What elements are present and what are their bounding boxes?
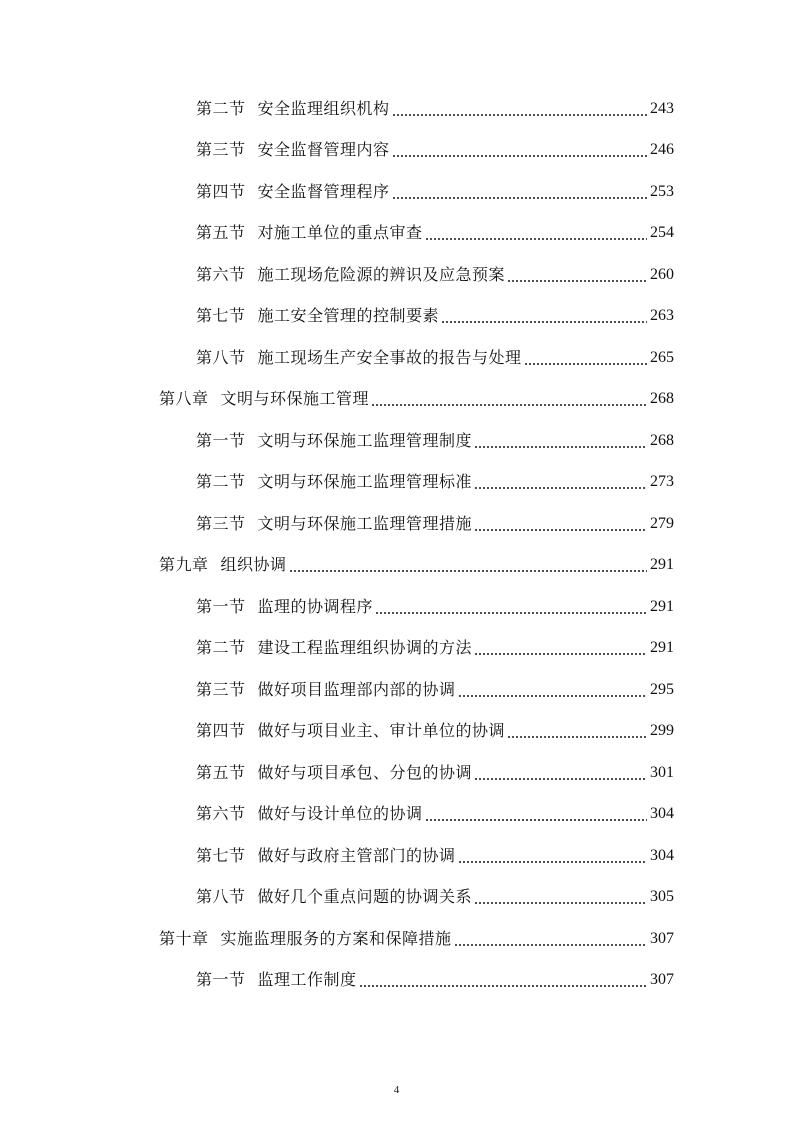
toc-entry-title: 施工现场生产安全事故的报告与处理 [257, 347, 522, 367]
toc-entry-title: 监理的协调程序 [257, 596, 374, 616]
toc-entry-title: 文明与环保施工管理 [220, 389, 370, 409]
toc-chapter-entry[interactable] [0, 545, 793, 587]
toc-dot-leader [392, 113, 647, 117]
toc-entry-page-number: 304 [650, 805, 674, 823]
toc-entry-page-number: 307 [650, 971, 674, 989]
toc-entry-page-number: 246 [650, 141, 674, 159]
toc-section-entry[interactable] [0, 213, 793, 255]
toc-dot-leader [392, 154, 647, 158]
toc-chapter-entry[interactable] [0, 379, 793, 421]
toc-dot-leader [441, 320, 647, 324]
toc-entry-title: 做好几个重点问题的协调关系 [257, 887, 473, 907]
toc-entry-number: 第九章 [159, 555, 209, 575]
toc-entry-number: 第十章 [159, 928, 209, 948]
toc-section-entry[interactable] [0, 669, 793, 711]
toc-entry-number: 第二节 [196, 98, 246, 118]
toc-entry-page-number: 304 [650, 846, 674, 864]
toc-dot-leader [392, 196, 647, 200]
toc-entry-number: 第三节 [196, 513, 246, 533]
toc-entry-title: 施工安全管理的控制要素 [257, 306, 440, 326]
toc-entry-page-number: 291 [650, 639, 674, 657]
toc-section-entry[interactable] [0, 254, 793, 296]
toc-dot-leader [458, 860, 647, 864]
toc-dot-leader [507, 735, 647, 739]
toc-section-entry[interactable] [0, 960, 793, 1002]
toc-entry-page-number: 291 [650, 556, 674, 574]
toc-section-entry[interactable] [0, 171, 793, 213]
toc-entry-number: 第七节 [196, 306, 246, 326]
toc-entry-number: 第五节 [196, 762, 246, 782]
toc-dot-leader [458, 694, 647, 698]
toc-entry-page-number: 273 [650, 473, 674, 491]
toc-entry-page-number: 265 [650, 348, 674, 366]
toc-dot-leader [474, 528, 647, 532]
toc-entry-number: 第四节 [196, 181, 246, 201]
toc-entry-title: 安全监理组织机构 [257, 98, 390, 118]
toc-entry-page-number: 295 [650, 680, 674, 698]
toc-entry-number: 第一节 [196, 430, 246, 450]
toc-dot-leader [359, 984, 647, 988]
toc-entry-page-number: 299 [650, 722, 674, 740]
toc-entry-number: 第六节 [196, 804, 246, 824]
toc-entry-number: 第三节 [196, 679, 246, 699]
toc-entry-page-number: 268 [650, 390, 674, 408]
toc-section-entry[interactable] [0, 835, 793, 877]
toc-section-entry[interactable] [0, 503, 793, 545]
toc-entry-title: 文明与环保施工监理管理措施 [257, 513, 473, 533]
toc-dot-leader [371, 403, 647, 407]
toc-dot-leader [425, 818, 647, 822]
toc-entry-page-number: 305 [650, 888, 674, 906]
toc-entry-title: 建设工程监理组织协调的方法 [257, 638, 473, 658]
toc-dot-leader [375, 611, 647, 615]
table-of-contents [0, 88, 793, 1001]
toc-entry-title: 做好与项目承包、分包的协调 [257, 762, 473, 782]
toc-section-entry[interactable] [0, 752, 793, 794]
toc-entry-page-number: 291 [650, 597, 674, 615]
toc-section-entry[interactable] [0, 462, 793, 504]
toc-entry-title: 施工现场危险源的辨识及应急预案 [257, 264, 506, 284]
toc-dot-leader [454, 943, 647, 947]
toc-entry-number: 第八章 [159, 389, 209, 409]
toc-entry-number: 第二节 [196, 638, 246, 658]
toc-section-entry[interactable] [0, 130, 793, 172]
toc-section-entry[interactable] [0, 88, 793, 130]
toc-dot-leader [425, 237, 647, 241]
toc-entry-number: 第四节 [196, 721, 246, 741]
toc-entry-number: 第三节 [196, 140, 246, 160]
toc-section-entry[interactable] [0, 586, 793, 628]
toc-entry-title: 实施监理服务的方案和保障措施 [220, 928, 452, 948]
toc-entry-number: 第八节 [196, 887, 246, 907]
toc-entry-page-number: 268 [650, 431, 674, 449]
toc-section-entry[interactable] [0, 628, 793, 670]
toc-dot-leader [474, 486, 647, 490]
toc-entry-title: 监理工作制度 [257, 970, 357, 990]
toc-entry-title: 安全监督管理程序 [257, 181, 390, 201]
toc-section-entry[interactable] [0, 337, 793, 379]
toc-entry-title: 做好与项目业主、审计单位的协调 [257, 721, 506, 741]
toc-entry-page-number: 301 [650, 763, 674, 781]
toc-entry-page-number: 243 [650, 99, 674, 117]
toc-dot-leader [507, 279, 647, 283]
toc-section-entry[interactable] [0, 711, 793, 753]
toc-chapter-entry[interactable] [0, 918, 793, 960]
toc-entry-number: 第六节 [196, 264, 246, 284]
toc-section-entry[interactable] [0, 877, 793, 919]
toc-entry-title: 组织协调 [220, 555, 287, 575]
toc-entry-number: 第一节 [196, 596, 246, 616]
toc-entry-page-number: 279 [650, 514, 674, 532]
toc-dot-leader [474, 652, 647, 656]
toc-entry-title: 对施工单位的重点审查 [257, 223, 423, 243]
toc-dot-leader [474, 901, 647, 905]
toc-section-entry[interactable] [0, 794, 793, 836]
toc-dot-leader [524, 362, 647, 366]
toc-entry-number: 第一节 [196, 970, 246, 990]
page-number: 4 [393, 1084, 400, 1096]
toc-section-entry[interactable] [0, 420, 793, 462]
toc-section-entry[interactable] [0, 296, 793, 338]
toc-entry-page-number: 260 [650, 265, 674, 283]
toc-entry-title: 做好与政府主管部门的协调 [257, 845, 456, 865]
toc-entry-title: 文明与环保施工监理管理标准 [257, 472, 473, 492]
toc-entry-number: 第七节 [196, 845, 246, 865]
toc-entry-title: 做好与设计单位的协调 [257, 804, 423, 824]
toc-dot-leader [474, 445, 647, 449]
toc-entry-title: 安全监督管理内容 [257, 140, 390, 160]
toc-entry-page-number: 253 [650, 182, 674, 200]
toc-entry-number: 第五节 [196, 223, 246, 243]
toc-dot-leader [474, 777, 647, 781]
toc-entry-number: 第八节 [196, 347, 246, 367]
toc-entry-page-number: 263 [650, 307, 674, 325]
toc-dot-leader [289, 569, 647, 573]
toc-entry-page-number: 254 [650, 224, 674, 242]
toc-entry-number: 第二节 [196, 472, 246, 492]
toc-entry-page-number: 307 [650, 929, 674, 947]
toc-entry-title: 做好项目监理部内部的协调 [257, 679, 456, 699]
toc-entry-title: 文明与环保施工监理管理制度 [257, 430, 473, 450]
